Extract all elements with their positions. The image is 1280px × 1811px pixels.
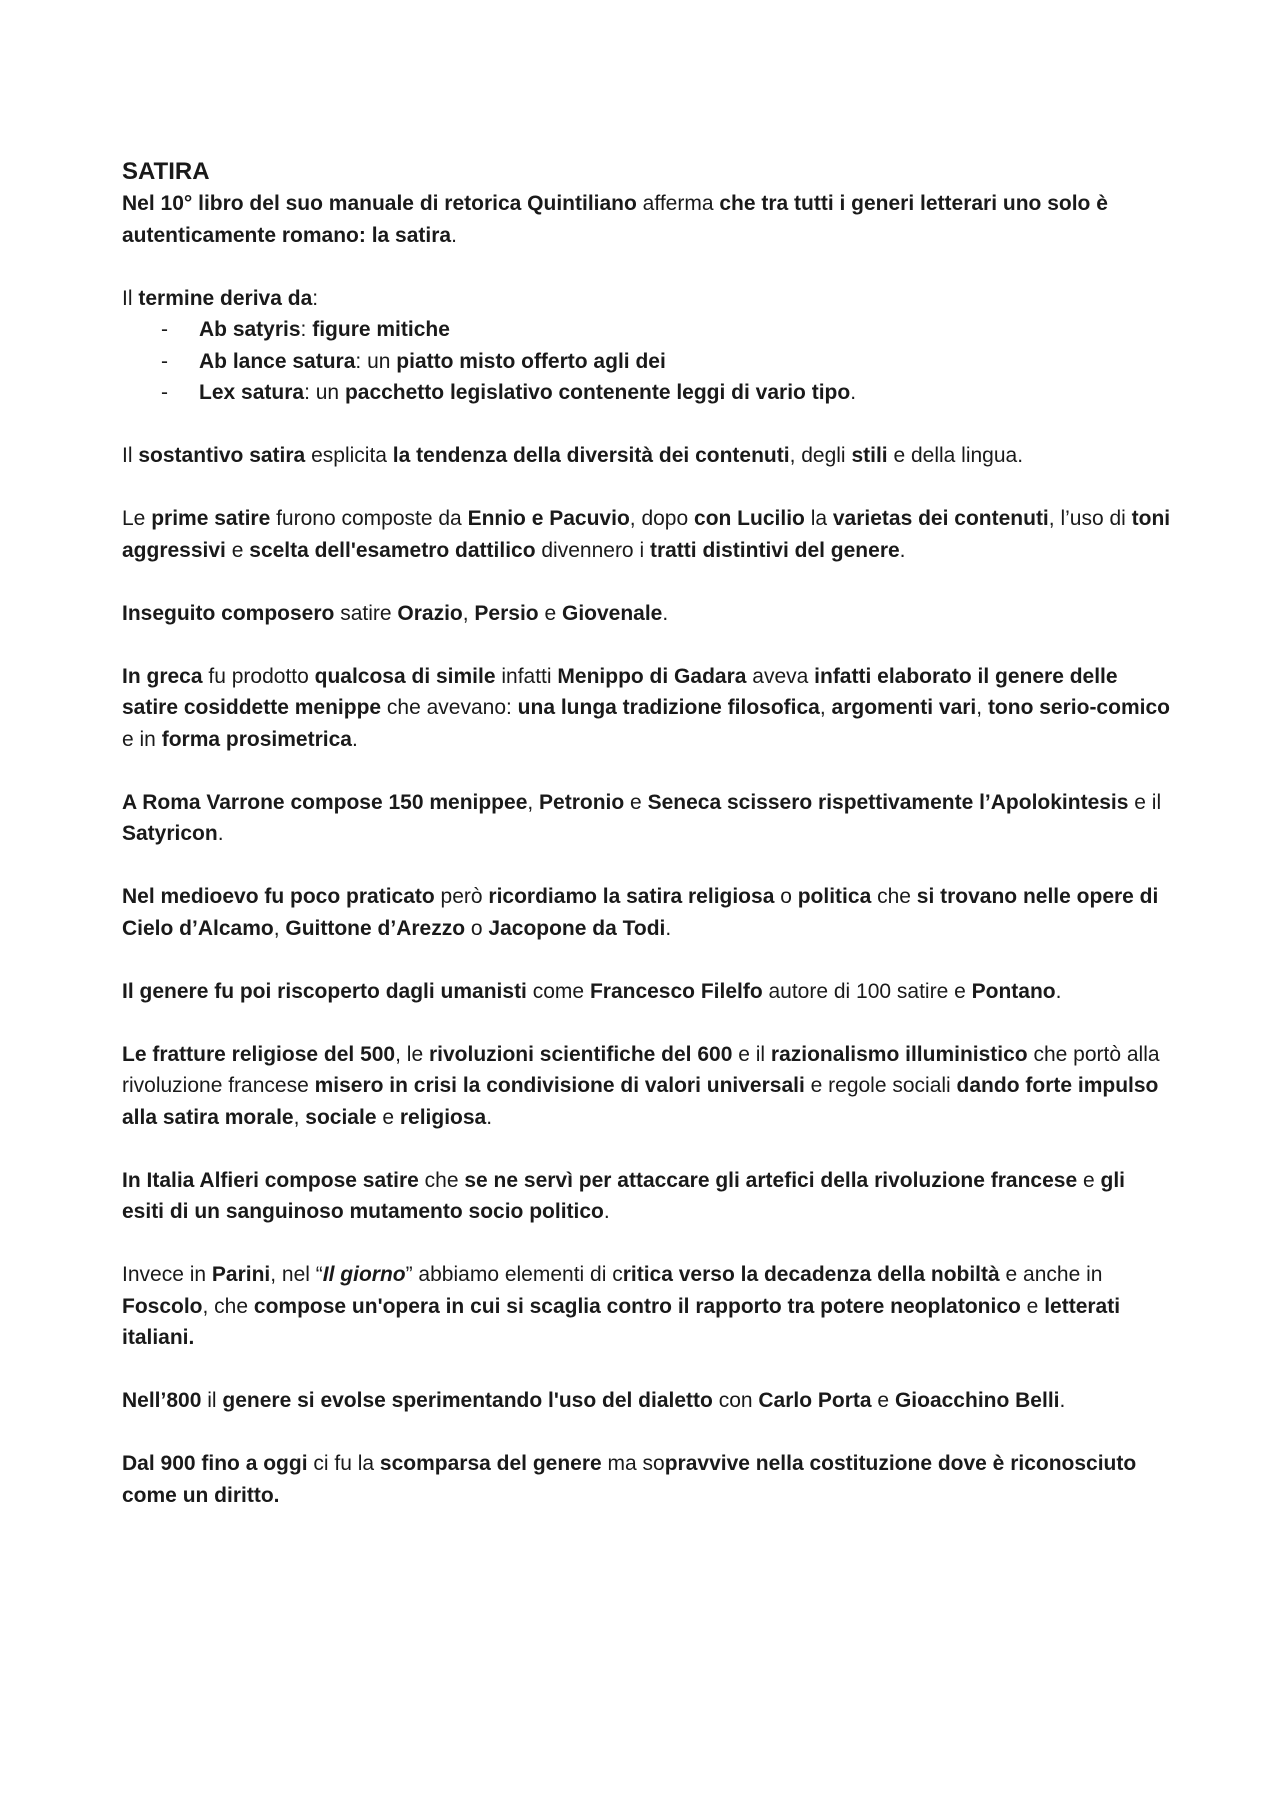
text-run: Nell’800 (122, 1389, 202, 1412)
text-run: , (273, 916, 286, 940)
text-run: o (465, 916, 489, 940)
text-run: , (293, 1105, 306, 1129)
text-run: Carlo Porta (758, 1389, 872, 1412)
text-run: Nel 10° libro del suo manuale di retorica Quintiliano (122, 192, 637, 215)
text-run: Ennio e Pacuvio (467, 507, 630, 530)
text-run: ricordiamo la satira religiosa (488, 885, 775, 908)
text-run: , dopo (629, 507, 695, 530)
text-run: e in (122, 727, 162, 751)
text-run: razionalismo illuministico (770, 1042, 1028, 1066)
list-item (122, 377, 1172, 409)
text-run: . (1059, 1389, 1066, 1412)
text-run: varietas dei contenuti (832, 507, 1049, 530)
text-run: qualcosa di simile (314, 664, 496, 688)
text-run: e regole sociali (804, 1074, 957, 1097)
text-run: come (526, 979, 590, 1003)
text-run: e (1077, 1168, 1101, 1192)
paragraph (122, 661, 1172, 756)
text-run: Le fratture religiose del 500 (122, 1042, 396, 1066)
text-run: . (486, 1105, 493, 1129)
text-run: tratti distintivi del genere (649, 538, 900, 562)
text-run: . (603, 1200, 610, 1223)
text-run: si trovano nelle opere di Cielo d’Alcamo (122, 885, 1159, 940)
text-run: Invece in (122, 1263, 212, 1286)
paragraph (122, 1385, 1172, 1417)
text-run: Nel medioevo fu poco praticato (122, 885, 435, 908)
text-run: ci fu la (307, 1452, 380, 1475)
text-run: argomenti vari (831, 696, 977, 719)
text-run: una lunga tradizione filosofica (517, 696, 820, 719)
text-run: Orazio (397, 601, 463, 625)
text-run: e il (732, 1042, 771, 1066)
text-run: dando forte impulso alla satira morale (122, 1074, 1159, 1129)
text-run: politica (797, 885, 872, 908)
text-run: Guittone d’Arezzo (285, 916, 466, 940)
text-run: o (774, 885, 798, 908)
text-run: Parini (211, 1263, 271, 1286)
term-label: Lex satura (199, 381, 305, 404)
text-run: religiosa (399, 1105, 487, 1129)
text-run: e anche in (999, 1263, 1103, 1286)
term-desc: figure mitiche (312, 318, 450, 341)
bullet-dash: - (161, 349, 168, 373)
text-run: Le (122, 507, 152, 530)
paragraph (122, 1448, 1172, 1511)
text-run: Il genere fu poi riscoperto dagli umanisti (122, 979, 527, 1003)
term-sep: : (300, 318, 313, 341)
text-run: e (624, 790, 648, 814)
text-run: Dal 900 fino a oggi (122, 1452, 308, 1475)
paragraph (122, 598, 1172, 630)
list-item (122, 346, 1172, 378)
text-run: . (662, 601, 669, 625)
text-run: termine deriva da (138, 286, 313, 310)
text-run: la (804, 507, 833, 530)
text-run: gli esiti di un sanguinoso mutamento socio politico (122, 1168, 1126, 1223)
text-run: . (899, 538, 906, 562)
text-run: furono composte da (270, 507, 468, 530)
text-run: rivoluzioni scientifiche del 600 (428, 1042, 733, 1066)
term-label: Ab lance satura (199, 349, 356, 373)
text-run: Il (122, 286, 139, 310)
text-run: sostantivo satira (138, 444, 306, 467)
text-run: . (351, 727, 358, 751)
text-run: A Roma Varrone compose 150 menippee (122, 790, 528, 814)
text-run: e della lingua. (887, 444, 1024, 467)
text-run: Jacopone da Todi (488, 916, 666, 940)
text-run: aveva (746, 664, 815, 688)
term-tail: . (850, 381, 857, 404)
text-run: che (418, 1168, 465, 1192)
text-run: Menippo di Gadara (557, 664, 747, 688)
text-run: Giovenale (561, 601, 663, 625)
paragraph (122, 188, 1172, 251)
term-sep: : un (355, 349, 397, 373)
text-run: infatti (495, 664, 558, 688)
text-run: letterati italiani. (122, 1294, 1121, 1349)
text-run: Seneca scissero rispettivamente l’Apolokintesis (647, 790, 1129, 814)
paragraph (122, 881, 1172, 944)
term-desc: piatto misto offerto agli dei (396, 349, 666, 373)
paragraph (122, 1039, 1172, 1134)
bullet-dash: - (161, 381, 168, 404)
text-run: se ne servì per attaccare gli artefici della rivoluzione francese (464, 1168, 1078, 1192)
term-sep: : un (304, 381, 345, 404)
text-run: , (976, 696, 988, 719)
text-run: divennero i (535, 538, 650, 562)
text-run: . (217, 822, 224, 845)
list-item (122, 314, 1172, 346)
text-run: . (451, 223, 457, 247)
text-run: , (527, 790, 540, 814)
text-run: fu prodotto (202, 664, 315, 688)
text-run: che tra tutti i generi letterari uno solo è autenticamente romano: la satira (122, 192, 1108, 247)
text-run: misero in crisi la condivisione di valori universali (314, 1074, 805, 1097)
text-run: autore di 100 satire e (762, 979, 972, 1003)
text-run: che avevano: (381, 696, 518, 719)
text-run: e (225, 538, 250, 562)
text-run: con Lucilio (694, 507, 805, 530)
text-run: la tendenza della diversità dei contenuti (392, 444, 790, 467)
text-run: Il giorno (322, 1263, 406, 1286)
text-run: sociale (305, 1105, 377, 1129)
paragraph (122, 976, 1172, 1008)
document-title: SATIRA (122, 158, 210, 185)
text-run: e (376, 1105, 400, 1129)
text-run: che portò alla rivoluzione francese (122, 1042, 1160, 1097)
text-run: prime satire (151, 507, 271, 530)
term-desc: pacchetto legislativo contenente leggi di vario tipo (344, 381, 851, 404)
text-run: In greca (122, 664, 203, 688)
text-run: infatti elaborato il genere delle satire cosiddette menippe (122, 664, 1118, 719)
text-run: , (462, 601, 475, 625)
text-run: pravvive nella costituzione dove è riconosciuto come un diritto. (122, 1452, 1137, 1507)
paragraph (122, 503, 1172, 566)
text-run: , nel “ (270, 1263, 323, 1286)
text-run: Satyricon (122, 822, 218, 845)
text-run: afferma (636, 192, 720, 215)
text-run: Foscolo (122, 1294, 203, 1318)
bullet-dash: - (161, 318, 168, 341)
text-run: Francesco Filelfo (589, 979, 763, 1003)
paragraph (122, 1165, 1172, 1228)
paragraph (122, 787, 1172, 850)
term-list (122, 314, 1172, 409)
text-run: ” abbiamo elementi di c (405, 1263, 623, 1286)
text-run: , l’uso di (1048, 507, 1132, 530)
paragraph (122, 283, 1172, 315)
text-run: , degli (789, 444, 852, 467)
text-run: che (871, 885, 917, 908)
text-run: con (712, 1389, 759, 1412)
text-run: stili (851, 444, 888, 467)
text-run: satire (334, 601, 398, 625)
text-run: però (434, 885, 489, 908)
text-run: Inseguito composero (122, 601, 335, 625)
paragraph (122, 440, 1172, 472)
text-run: . (665, 916, 672, 940)
paragraph (122, 1259, 1172, 1354)
text-run: , che (202, 1294, 254, 1318)
text-run: Petronio (539, 790, 625, 814)
term-label: Ab satyris (199, 318, 301, 341)
text-run: esplicita (305, 444, 393, 467)
text-run: genere si evolse sperimentando l'uso del dialetto (222, 1389, 713, 1412)
text-run: . (1055, 979, 1062, 1003)
text-run: compose un'opera in cui si scaglia contro il rapporto tra potere neoplatonico (253, 1294, 1021, 1318)
text-run: e (1020, 1294, 1045, 1318)
text-run: Il (122, 444, 139, 467)
text-run: forma prosimetrica (161, 727, 352, 751)
text-run: : (312, 286, 319, 310)
text-run: Persio (474, 601, 539, 625)
text-run: scelta dell'esametro dattilico (249, 538, 536, 562)
text-run: Pontano (971, 979, 1056, 1003)
text-run: ma so (601, 1452, 665, 1475)
text-run: ritica verso la decadenza della nobiltà (622, 1263, 1000, 1286)
text-run: Gioacchino Belli (894, 1389, 1060, 1412)
text-run: e (871, 1389, 895, 1412)
text-run: tono serio-comico (987, 696, 1170, 719)
text-run: il (201, 1389, 223, 1412)
text-run: toni aggressivi (122, 507, 1171, 562)
text-run: e il (1128, 790, 1162, 814)
text-run: scomparsa del genere (379, 1452, 602, 1475)
text-run: e (538, 601, 562, 625)
text-run: In Italia Alfieri compose satire (122, 1168, 419, 1192)
text-run: , (819, 696, 832, 719)
text-run: , le (395, 1042, 429, 1066)
document-page (122, 156, 1172, 1543)
